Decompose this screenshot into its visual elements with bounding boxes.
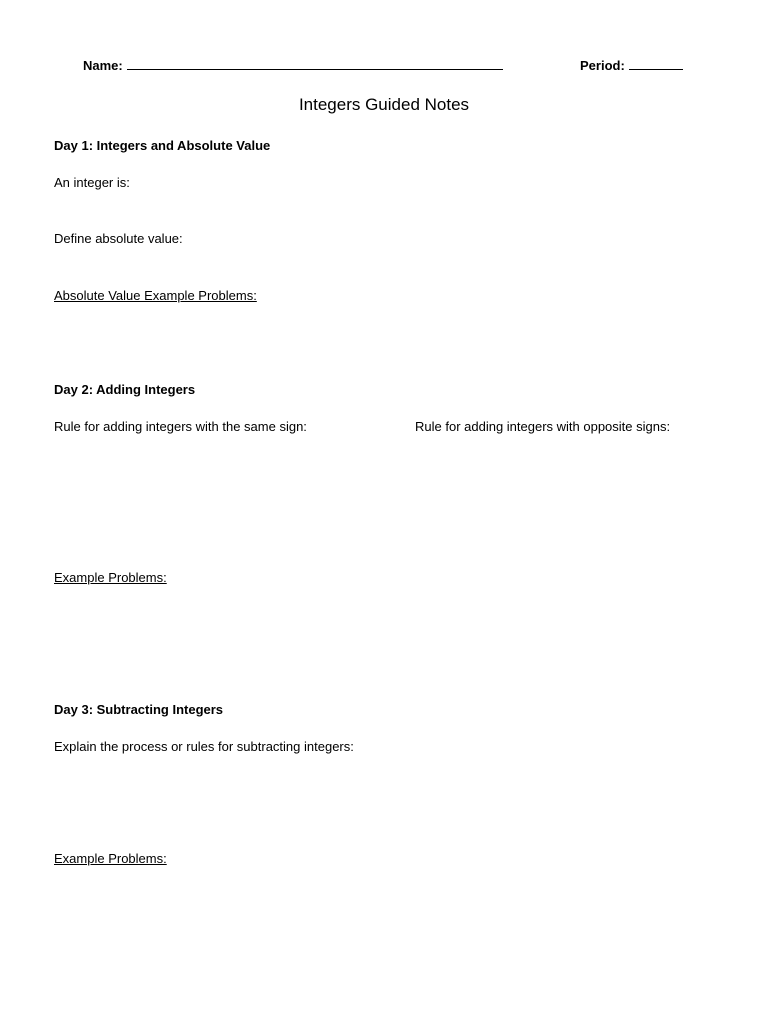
day3-heading: Day 3: Subtracting Integers (54, 702, 224, 717)
name-blank-line[interactable] (127, 58, 503, 70)
name-field-row (83, 58, 503, 72)
absolute-value-prompt: Define absolute value: (54, 231, 183, 246)
integer-definition-prompt: An integer is: (54, 175, 130, 190)
period-blank-line[interactable] (629, 58, 683, 70)
day2-heading: Day 2: Adding Integers (54, 382, 196, 397)
period-field-row (580, 58, 683, 72)
same-sign-rule-prompt: Rule for adding integers with the same sign: (54, 419, 307, 434)
day1-heading: Day 1: Integers and Absolute Value (54, 138, 271, 153)
opposite-sign-rule-prompt: Rule for adding integers with opposite signs: (415, 419, 671, 434)
period-label: Period: (580, 58, 625, 73)
name-label: Name: (83, 58, 123, 73)
adding-examples-label: Example Problems: (54, 570, 167, 585)
subtracting-examples-label: Example Problems: (54, 851, 167, 866)
absolute-value-examples-label: Absolute Value Example Problems: (54, 288, 257, 303)
subtracting-process-prompt: Explain the process or rules for subtracting integers: (54, 739, 354, 754)
page-title: Integers Guided Notes (298, 95, 470, 114)
